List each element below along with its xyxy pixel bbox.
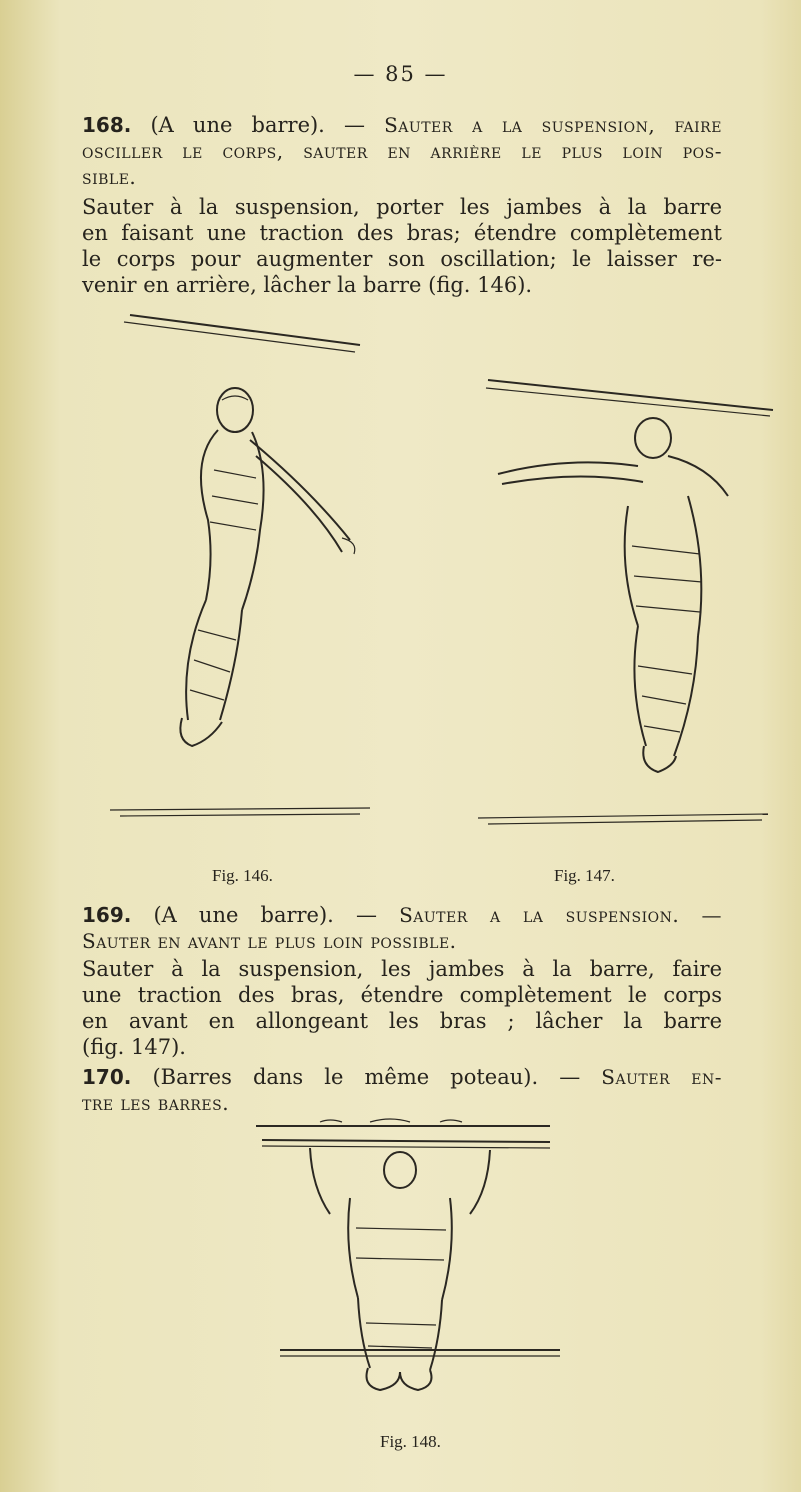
section-title-line: Sauter en-	[601, 1065, 722, 1089]
body-line: le corps pour augmenter son oscillation; le laisser re-	[82, 247, 722, 271]
section-168-heading	[82, 112, 722, 190]
body-line: Sauter à la suspension, les jambes à la barre, faire	[82, 957, 722, 981]
page-number: — 85 —	[353, 62, 448, 86]
section-number: 170.	[82, 1065, 132, 1089]
section-dash: —	[559, 1065, 581, 1089]
body-line: une traction des bras, étendre complètement le corps	[82, 983, 722, 1007]
body-line: venir en arrière, lâcher la barre (fig. 146).	[82, 273, 533, 297]
section-parenthetical: (A une barre).	[153, 903, 334, 927]
section-number: 169.	[82, 903, 132, 927]
section-dash: —	[343, 113, 365, 137]
figure-148-illustration	[250, 1118, 570, 1418]
body-line: (fig. 147).	[82, 1035, 186, 1059]
section-title-line: Sauter a la suspension, faire	[384, 113, 722, 137]
body-line: Sauter à la suspension, porter les jambes à la barre	[82, 195, 722, 219]
section-168-body	[82, 194, 722, 298]
section-169-heading	[82, 902, 722, 954]
section-number: 168.	[82, 113, 132, 137]
section-title-line: sible.	[82, 165, 137, 189]
section-169-body	[82, 956, 722, 1060]
figure-147-illustration	[478, 366, 778, 866]
section-title-line: tre les barres.	[82, 1091, 230, 1115]
section-title-line: Sauter a la suspension. —	[399, 903, 722, 927]
section-170-heading	[82, 1064, 722, 1116]
section-dash: —	[355, 903, 377, 927]
section-title-line: osciller le corps, sauter en arrière le plus loin pos-	[82, 139, 722, 163]
figure-147-caption: Fig. 147.	[554, 866, 615, 885]
body-line: en avant en allongeant les bras ; lâcher la barre	[82, 1009, 722, 1033]
figure-146-illustration	[110, 300, 400, 840]
section-parenthetical: (Barres dans le même poteau).	[152, 1065, 539, 1089]
body-line: en faisant une traction des bras; étendre complètement	[82, 221, 722, 245]
figure-146-caption: Fig. 146.	[212, 866, 273, 885]
section-title-line: Sauter en avant le plus loin possible.	[82, 929, 457, 953]
figure-148-caption: Fig. 148.	[380, 1432, 441, 1451]
section-parenthetical: (A une barre).	[150, 113, 325, 137]
